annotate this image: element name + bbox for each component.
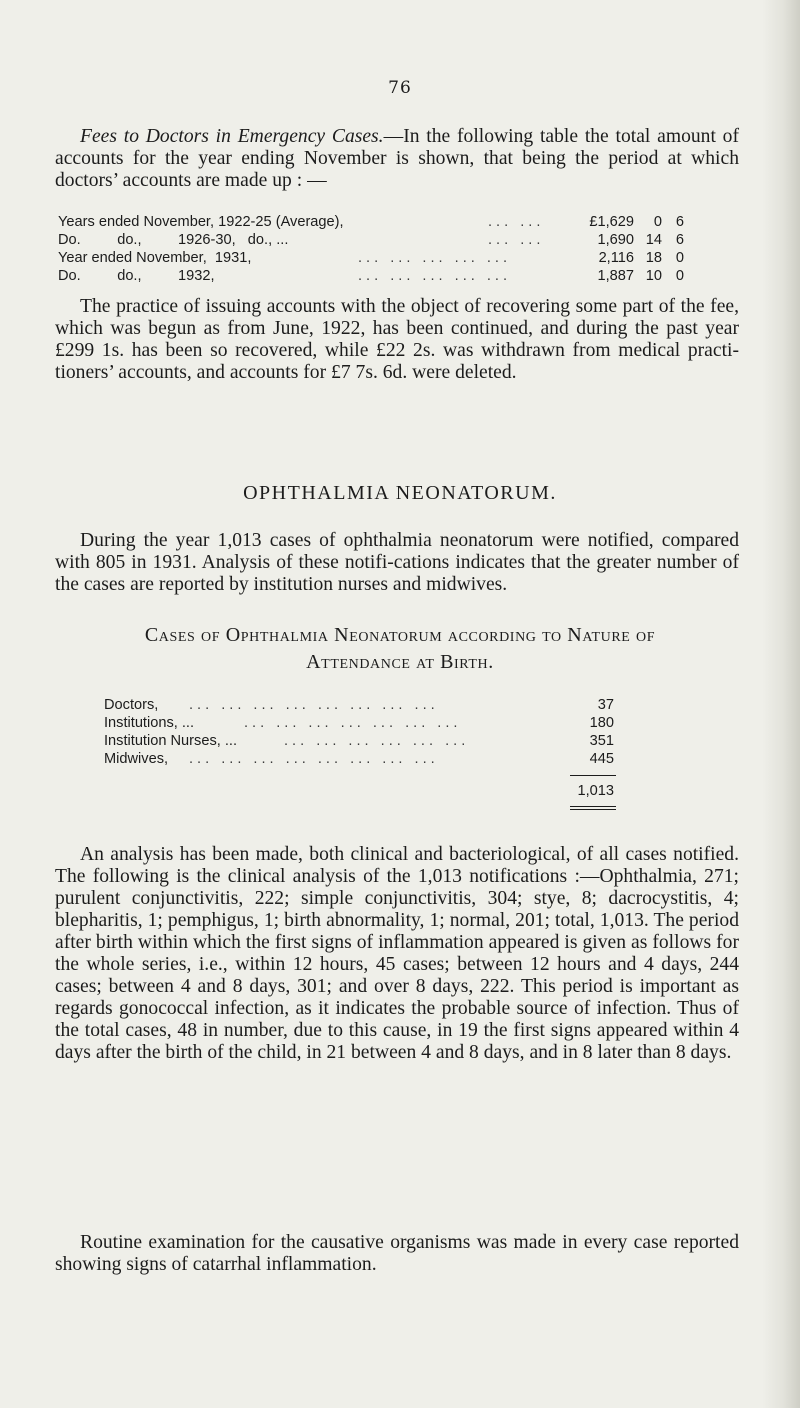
page-number: 76 bbox=[388, 78, 412, 98]
fees-row-pounds: £1,629 bbox=[589, 214, 634, 230]
fees-row-pounds: 1,690 bbox=[597, 232, 634, 248]
fees-table bbox=[58, 214, 734, 286]
attendance-row bbox=[104, 751, 664, 769]
fees-row-leader: ... ... ... ... ... bbox=[358, 268, 512, 284]
fees-row-pence: 6 bbox=[675, 214, 684, 230]
section-heading: OPHTHALMIA NEONATORUM. bbox=[243, 482, 557, 504]
attendance-label: Institution Nurses, ... bbox=[104, 733, 238, 749]
attendance-table bbox=[104, 697, 664, 799]
fees-row-label: Years ended November, 1922-25 (Average), bbox=[58, 214, 344, 230]
fees-row-pence: 0 bbox=[675, 268, 684, 284]
fees-row-pence: 6 bbox=[675, 232, 684, 248]
fees-row-pounds: 1,887 bbox=[597, 268, 634, 284]
attendance-total-row bbox=[104, 783, 664, 801]
attendance-label: Doctors, bbox=[104, 697, 159, 713]
fees-row bbox=[58, 250, 734, 268]
fees-row-shillings: 14 bbox=[645, 232, 662, 248]
total-rule-bottom-1 bbox=[570, 806, 616, 807]
fees-row-shillings: 10 bbox=[645, 268, 662, 284]
fees-row-label: Do. do., 1926-30, do., ... bbox=[58, 232, 289, 248]
fees-row-pounds: 2,116 bbox=[598, 250, 634, 266]
fees-row bbox=[58, 214, 734, 232]
fees-row bbox=[58, 232, 734, 250]
attendance-value: 180 bbox=[589, 715, 614, 731]
fees-row-label: Do. do., 1932, bbox=[58, 268, 215, 284]
attendance-row bbox=[104, 715, 664, 733]
fees-paragraph bbox=[55, 126, 739, 192]
page-edge-shadow bbox=[762, 0, 800, 1408]
total-rule-bottom-2 bbox=[570, 809, 616, 810]
analysis-paragraph: An analysis has been made, both clinical and bacteriological, of all cases notified. The following is the clinical analysis of the 1,013 notifications :—Ophthalmia, 271; purulent conjunctivitis, 222; simple conjunctivitis, 304; stye, 8; dacrocystitis, 4; blepharitis, 1; pemphigus, 1; birth abnormality, 1; normal, 201; total, 1,013. The period after birth within which the first signs of inflammation appeared is given as follows for the whole series, i.e., within 12 hours, 45 cases; between 12 hours and 4 days, 244 cases; between 4 and 8 days, 301; and over 8 days, 222. This period is important as regards gonococcal infection, as it indicates the probable source of infection. Thus of the total cases, 48 in number, due to this cause, in 19 the first signs appeared within 4 days after the birth of the child, in 21 between 4 and 8 days, and in 8 later than 8 days. bbox=[55, 844, 739, 1063]
fees-row-label: Year ended November, 1931, bbox=[58, 250, 252, 266]
fees-row-pence: 0 bbox=[675, 250, 684, 266]
attendance-row bbox=[104, 697, 664, 715]
fees-row-leader: ... ... ... ... ... bbox=[358, 250, 512, 266]
table-heading bbox=[55, 622, 745, 676]
attendance-leader: ... ... ... ... ... ... bbox=[284, 733, 470, 749]
attendance-value: 37 bbox=[597, 697, 614, 713]
table-heading-line-2: Attendance at Birth. bbox=[306, 651, 494, 673]
total-rule-top bbox=[570, 775, 616, 776]
attendance-leader: ... ... ... ... ... ... ... bbox=[244, 715, 462, 731]
ophthalmia-intro-paragraph: During the year 1,013 cases of ophthalmia neonatorum were notified, compared with 805 in 1931. Analysis of these notifi-cations indicates that the greater number of the cases are reported by institution nurses and midwives. bbox=[55, 530, 739, 595]
attendance-label: Institutions, ... bbox=[104, 715, 195, 731]
fees-row bbox=[58, 268, 734, 286]
attendance-leader: ... ... ... ... ... ... ... ... bbox=[189, 751, 439, 767]
attendance-value: 445 bbox=[589, 751, 614, 767]
table-heading-line-1: Cases of Ophthalmia Neonatorum according to Nature of bbox=[144, 624, 656, 646]
attendance-label: Midwives, bbox=[104, 751, 169, 767]
fees-row-shillings: 18 bbox=[645, 250, 662, 266]
routine-paragraph: Routine examination for the causative organisms was made in every case reported showing signs of catarrhal inflammation. bbox=[55, 1232, 739, 1275]
fees-text: —In the following table the total amount of accounts for the year ending November is shown, that being the period at which doctors’ accounts are made up : — bbox=[55, 126, 739, 191]
attendance-value: 351 bbox=[589, 733, 614, 749]
practice-paragraph: The practice of issuing accounts with the object of recovering some part of the fee, which was begun as from June, 1922, has been continued, and during the past year £299 1s. has been so recovered, while £22 2s. was withdrawn from medical practi-tioners’ accounts, and accounts for £7 7s. 6d. were deleted. bbox=[55, 296, 739, 383]
fees-row-shillings: 0 bbox=[653, 214, 662, 230]
fees-row-leader: ... ... bbox=[488, 232, 545, 248]
attendance-row bbox=[104, 733, 664, 751]
fees-row-leader: ... ... bbox=[488, 214, 545, 230]
fees-title: Fees to Doctors in Emergency Cases. bbox=[80, 126, 384, 147]
attendance-total: 1,013 bbox=[577, 783, 614, 799]
attendance-leader: ... ... ... ... ... ... ... ... bbox=[189, 697, 439, 713]
